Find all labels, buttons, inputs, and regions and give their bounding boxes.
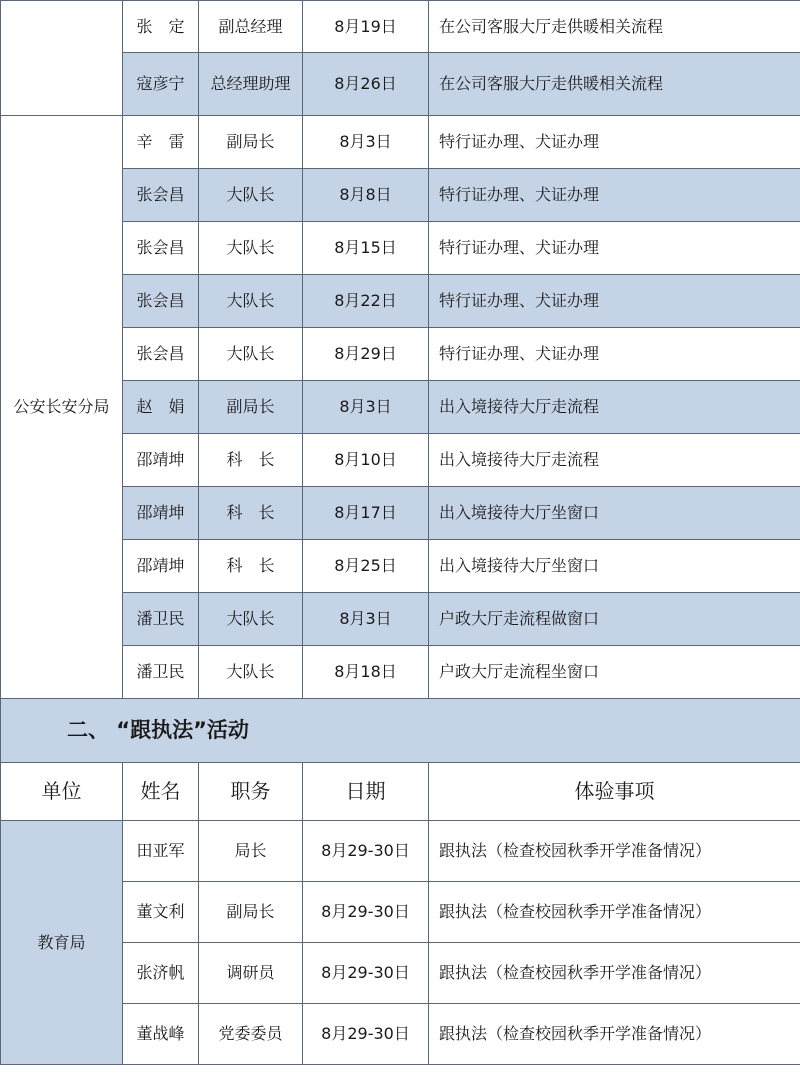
- item-cell: 跟执法（检查校园秋季开学准备情况）: [429, 882, 800, 943]
- item-cell: 出入境接待大厅坐窗口: [429, 540, 800, 593]
- column-header-item: 体验事项: [429, 763, 800, 821]
- date-cell: 8月25日: [303, 540, 429, 593]
- item-cell: 在公司客服大厅走供暖相关流程: [429, 1, 800, 53]
- name-cell: 张会昌: [123, 169, 199, 222]
- item-cell: 特行证办理、犬证办理: [429, 116, 800, 169]
- item-cell: 特行证办理、犬证办理: [429, 222, 800, 275]
- name-cell: 张济帆: [123, 943, 199, 1004]
- unit-cell: 教育局: [1, 821, 123, 1065]
- name-cell: 邵靖坤: [123, 434, 199, 487]
- date-cell: 8月15日: [303, 222, 429, 275]
- date-cell: 8月10日: [303, 434, 429, 487]
- date-cell: 8月18日: [303, 646, 429, 699]
- date-cell: 8月29-30日: [303, 943, 429, 1004]
- date-cell: 8月26日: [303, 53, 429, 116]
- date-cell: 8月19日: [303, 1, 429, 53]
- schedule-table-body: [1, 1, 800, 1065]
- table-row: [1, 821, 800, 882]
- date-cell: 8月17日: [303, 487, 429, 540]
- date-cell: 8月29-30日: [303, 1004, 429, 1065]
- name-cell: 潘卫民: [123, 593, 199, 646]
- section-title-row: [1, 699, 800, 763]
- column-header-unit: 单位: [1, 763, 123, 821]
- item-cell: 出入境接待大厅走流程: [429, 381, 800, 434]
- position-cell: 大队长: [199, 275, 303, 328]
- section-title: 二、 “跟执法”活动: [1, 699, 800, 763]
- name-cell: 寇彦宁: [123, 53, 199, 116]
- name-cell: 赵 娟: [123, 381, 199, 434]
- item-cell: 出入境接待大厅坐窗口: [429, 487, 800, 540]
- name-cell: 田亚军: [123, 821, 199, 882]
- date-cell: 8月8日: [303, 169, 429, 222]
- item-cell: 出入境接待大厅走流程: [429, 434, 800, 487]
- name-cell: 张会昌: [123, 275, 199, 328]
- position-cell: 科 长: [199, 487, 303, 540]
- name-cell: 邵靖坤: [123, 487, 199, 540]
- item-cell: 特行证办理、犬证办理: [429, 169, 800, 222]
- item-cell: 特行证办理、犬证办理: [429, 328, 800, 381]
- unit-cell: 公安长安分局: [1, 116, 123, 699]
- column-header-name: 姓名: [123, 763, 199, 821]
- name-cell: 董文利: [123, 882, 199, 943]
- table-row: [1, 116, 800, 169]
- item-cell: 跟执法（检查校园秋季开学准备情况）: [429, 1004, 800, 1065]
- name-cell: 张会昌: [123, 222, 199, 275]
- item-cell: 跟执法（检查校园秋季开学准备情况）: [429, 821, 800, 882]
- position-cell: 副总经理: [199, 1, 303, 53]
- item-cell: 特行证办理、犬证办理: [429, 275, 800, 328]
- name-cell: 潘卫民: [123, 646, 199, 699]
- column-header-title: 职务: [199, 763, 303, 821]
- position-cell: 大队长: [199, 646, 303, 699]
- position-cell: 大队长: [199, 222, 303, 275]
- item-cell: 在公司客服大厅走供暖相关流程: [429, 53, 800, 116]
- position-cell: 科 长: [199, 540, 303, 593]
- column-header-date: 日期: [303, 763, 429, 821]
- item-cell: 户政大厅走流程坐窗口: [429, 646, 800, 699]
- date-cell: 8月3日: [303, 593, 429, 646]
- name-cell: 董战峰: [123, 1004, 199, 1065]
- position-cell: 总经理助理: [199, 53, 303, 116]
- date-cell: 8月29-30日: [303, 821, 429, 882]
- date-cell: 8月3日: [303, 116, 429, 169]
- date-cell: 8月29-30日: [303, 882, 429, 943]
- date-cell: 8月29日: [303, 328, 429, 381]
- position-cell: 副局长: [199, 116, 303, 169]
- date-cell: 8月22日: [303, 275, 429, 328]
- position-cell: 党委委员: [199, 1004, 303, 1065]
- name-cell: 邵靖坤: [123, 540, 199, 593]
- position-cell: 副局长: [199, 882, 303, 943]
- position-cell: 局长: [199, 821, 303, 882]
- table-header-row: [1, 763, 800, 821]
- position-cell: 调研员: [199, 943, 303, 1004]
- name-cell: 张会昌: [123, 328, 199, 381]
- date-cell: 8月3日: [303, 381, 429, 434]
- name-cell: 张 定: [123, 1, 199, 53]
- position-cell: 大队长: [199, 593, 303, 646]
- item-cell: 户政大厅走流程做窗口: [429, 593, 800, 646]
- position-cell: 大队长: [199, 328, 303, 381]
- unit-cell: [1, 1, 123, 116]
- name-cell: 辛 雷: [123, 116, 199, 169]
- table-row: [1, 1, 800, 53]
- position-cell: 科 长: [199, 434, 303, 487]
- item-cell: 跟执法（检查校园秋季开学准备情况）: [429, 943, 800, 1004]
- position-cell: 大队长: [199, 169, 303, 222]
- position-cell: 副局长: [199, 381, 303, 434]
